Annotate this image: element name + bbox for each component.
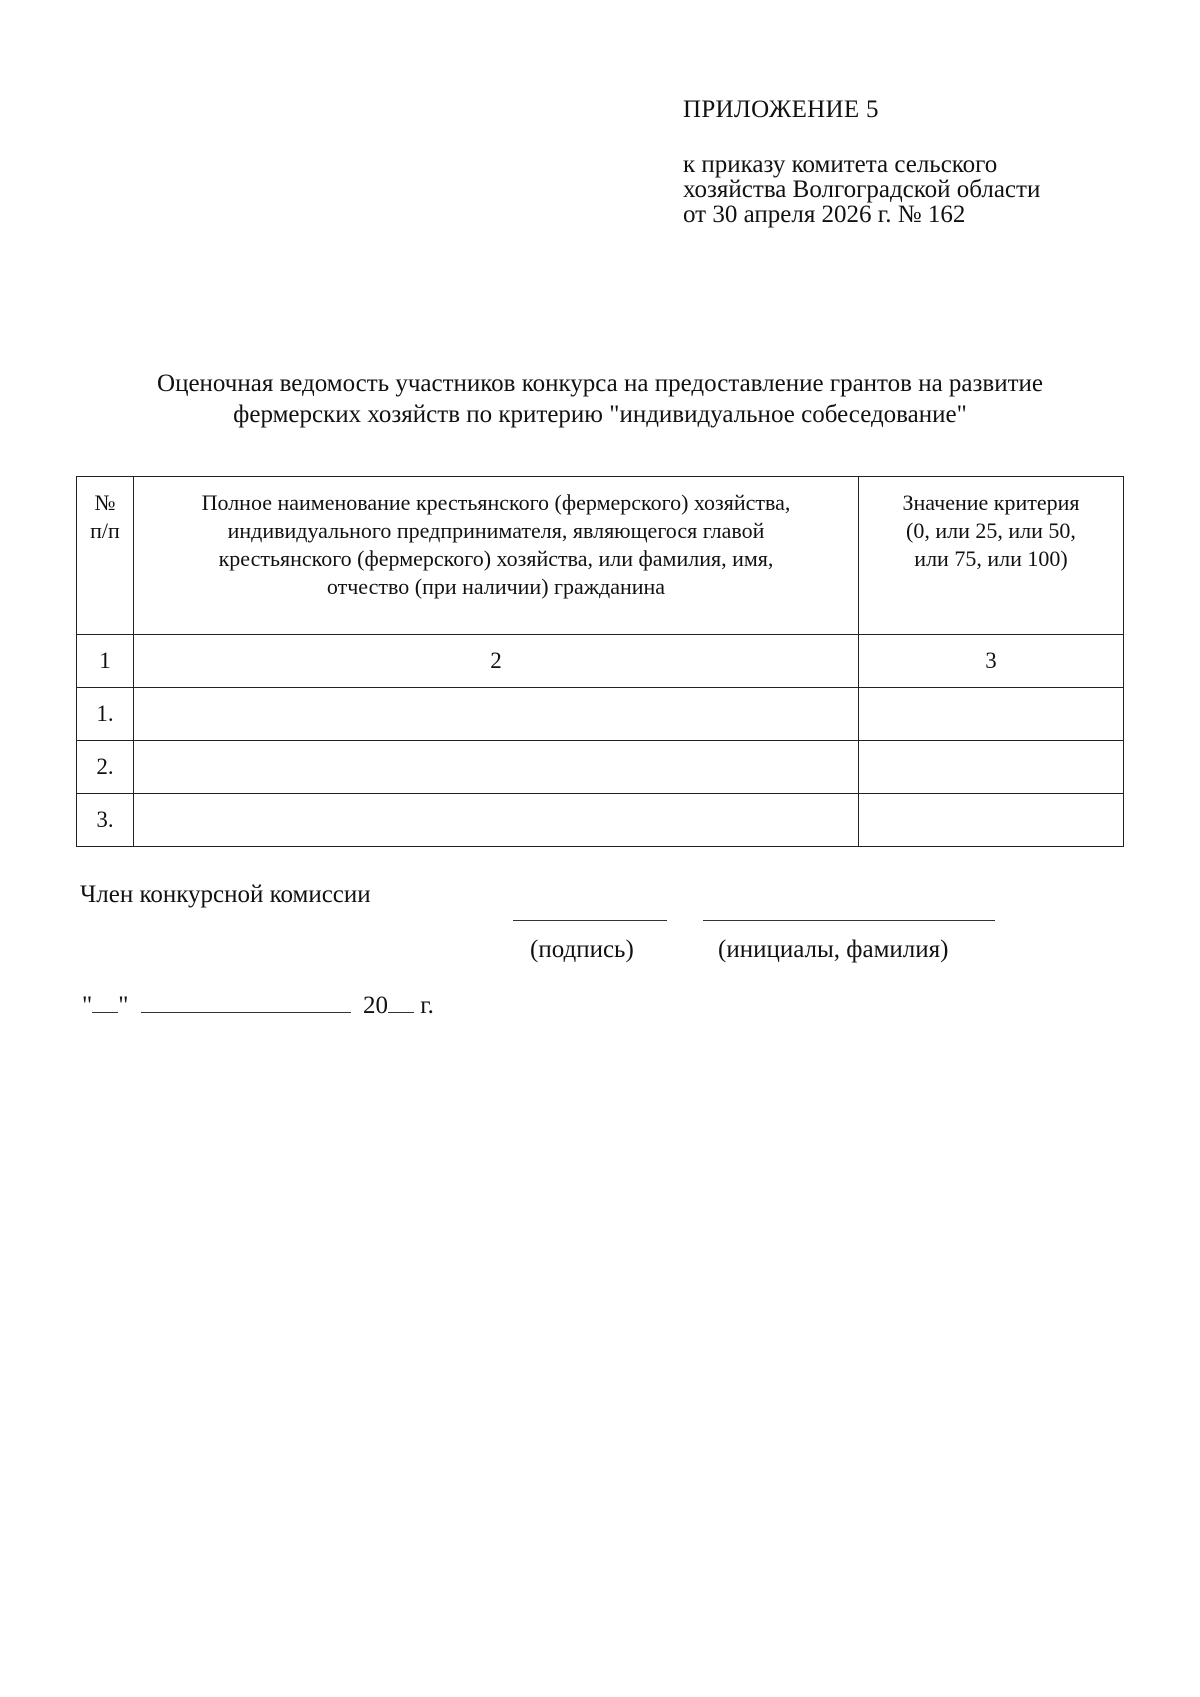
column-numbers-row <box>77 635 1124 688</box>
header-name-line-1: Полное наименование крестьянского (фермерского) хозяйства, <box>201 490 791 515</box>
row-name-cell <box>134 688 859 741</box>
signature-caption: (подпись) <box>530 936 634 963</box>
date-quote-open: " <box>82 992 93 1019</box>
annex-line-2: хозяйства Волгоградской области <box>683 176 1041 203</box>
header-number-label: п/п <box>90 518 120 543</box>
month-blank <box>141 990 351 1013</box>
table-row <box>77 741 1124 794</box>
signature-line <box>513 920 667 921</box>
column-number-3: 3 <box>859 635 1124 688</box>
row-value-cell <box>859 688 1124 741</box>
annex-line-3: от 30 апреля 2026 г. № 162 <box>683 201 966 228</box>
annex-line-1: к приказу комитета сельского <box>683 151 998 178</box>
header-number-symbol: № <box>94 490 116 515</box>
header-criterion-line-1: Значение критерия <box>902 490 1080 515</box>
row-number: 3. <box>77 794 134 847</box>
year-suffix: г. <box>413 992 434 1019</box>
commission-member-label: Член конкурсной комиссии <box>80 881 371 908</box>
year-prefix: 20 <box>362 992 388 1019</box>
row-number: 1. <box>77 688 134 741</box>
row-value-cell <box>859 741 1124 794</box>
year-blank <box>388 990 414 1013</box>
row-value-cell <box>859 794 1124 847</box>
date-quote-close: " <box>118 992 129 1019</box>
header-name-line-4: отчество (при наличии) гражданина <box>326 574 666 599</box>
header-name <box>134 477 859 635</box>
date-line <box>82 990 434 1020</box>
column-number-1: 1 <box>77 635 134 688</box>
annex-title: ПРИЛОЖЕНИЕ 5 <box>683 96 879 123</box>
day-blank <box>92 990 118 1013</box>
evaluation-table <box>76 476 1124 847</box>
table-row <box>77 794 1124 847</box>
row-number: 2. <box>77 741 134 794</box>
row-name-cell <box>134 794 859 847</box>
header-name-line-3: крестьянского (фермерского) хозяйства, или фамилия, имя, <box>218 546 774 571</box>
header-name-line-2: индивидуального предпринимателя, являющегося главой <box>227 518 765 543</box>
table-row <box>77 688 1124 741</box>
column-number-2: 2 <box>134 635 859 688</box>
document-title-line-2: фермерских хозяйств по критерию "индивидуальное собеседование" <box>233 401 967 428</box>
header-criterion-line-2: (0, или 25, или 50, <box>906 518 1076 543</box>
row-name-cell <box>134 741 859 794</box>
table-header-row <box>77 477 1124 635</box>
header-number <box>77 477 134 635</box>
annex-reference <box>683 152 1040 227</box>
header-criterion-line-3: или 75, или 100) <box>914 546 1068 571</box>
header-criterion-value <box>859 477 1124 635</box>
document-title <box>60 368 1140 430</box>
document-title-line-1: Оценочная ведомость участников конкурса на предоставление грантов на развитие <box>157 370 1043 397</box>
name-line <box>703 920 995 921</box>
name-caption: (инициалы, фамилия) <box>718 936 949 963</box>
